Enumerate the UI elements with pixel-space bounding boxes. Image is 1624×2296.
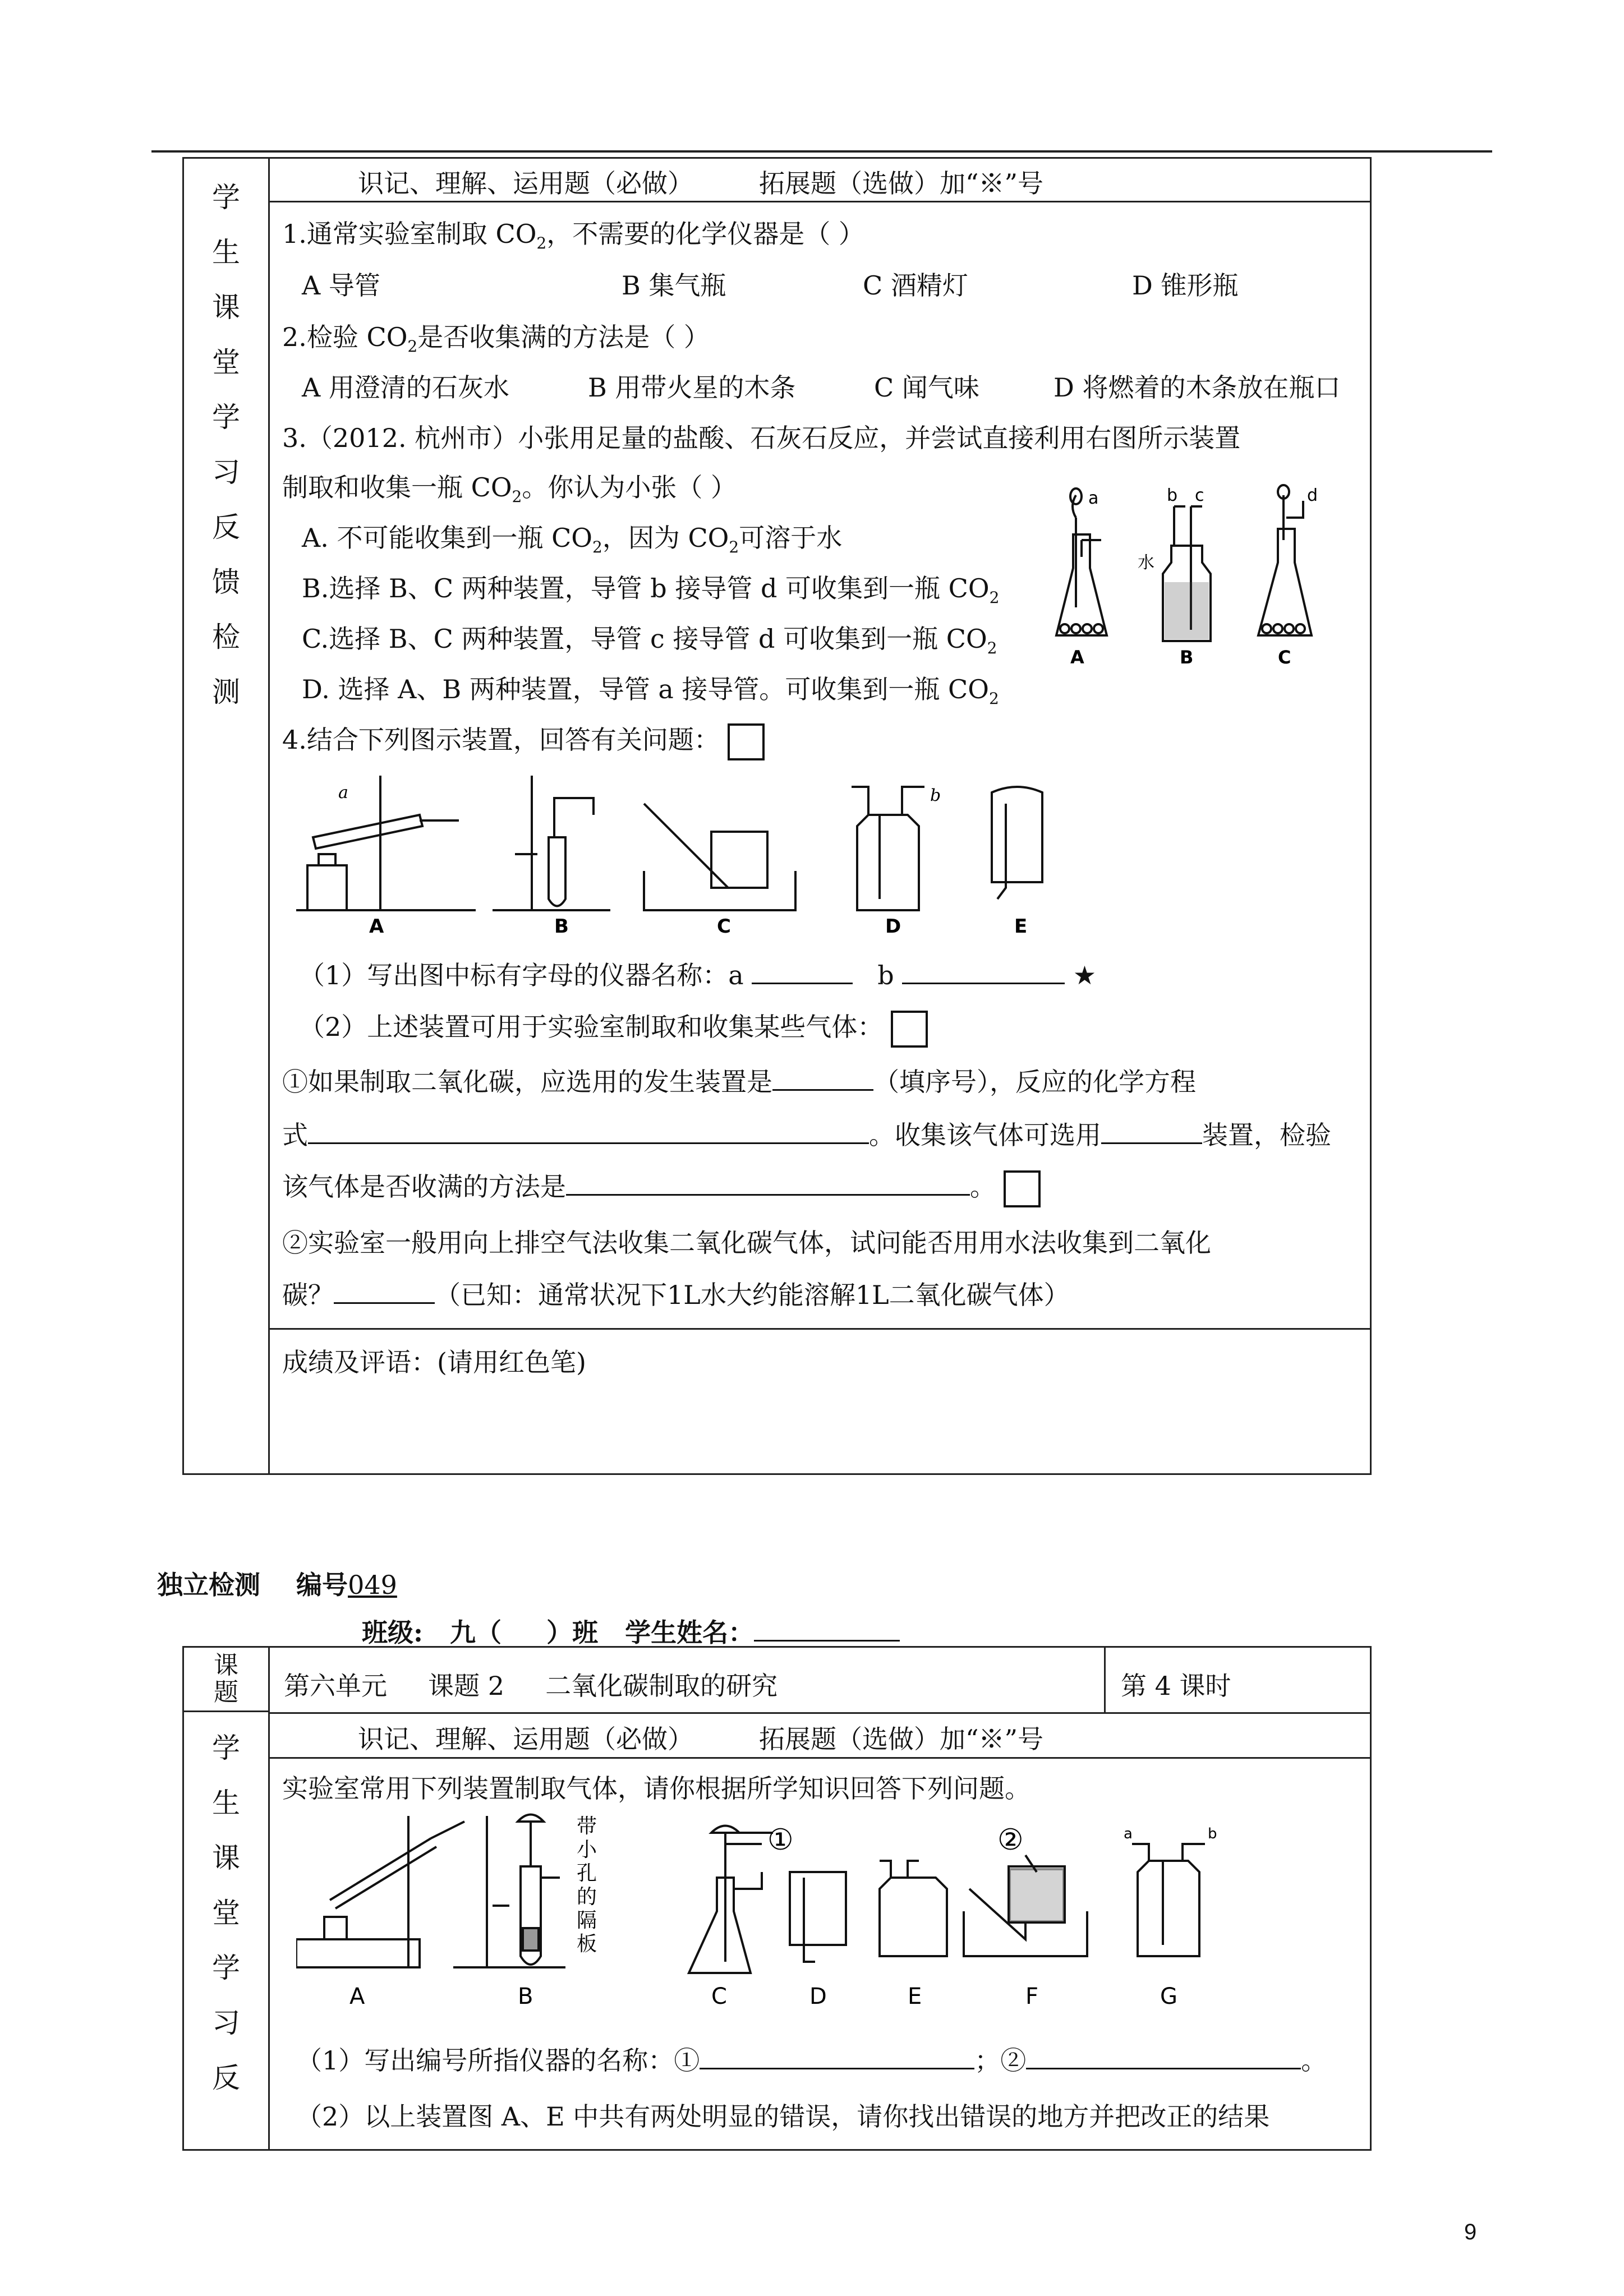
answer-blank[interactable] [902, 960, 1065, 984]
svg-text:B: B [1180, 647, 1194, 668]
side-char: 习 [212, 456, 240, 488]
answer-blank[interactable] [566, 1172, 970, 1196]
section-title: 独立检测 编号049 [157, 1570, 397, 1600]
answer-blank[interactable] [752, 960, 853, 984]
answer-box[interactable] [891, 1011, 928, 1048]
student-name-blank[interactable] [754, 1617, 900, 1642]
intro-text: 实验室常用下列装置制取气体，请你根据所学知识回答下列问题。 [282, 1773, 1030, 1804]
svg-text:a: a [1088, 488, 1099, 508]
answer-box[interactable] [1004, 1170, 1041, 1207]
q2-option: D 将燃着的木条放在瓶口 [1053, 372, 1341, 403]
question-2: 2.检验 $CO_2$是否收集满的方法是（ ） [282, 322, 710, 356]
star-icon: ★ [1073, 960, 1097, 990]
answer-blank[interactable] [308, 1120, 869, 1144]
side-label [184, 1721, 268, 2105]
answer-blank[interactable] [700, 2045, 974, 2069]
q4-line-5: 该气体是否收满的方法是 。 [282, 1167, 1041, 1207]
side-char: 馈 [212, 566, 240, 598]
feedback-table [182, 157, 1372, 1475]
side-char: 测 [212, 676, 240, 708]
side-char: 反 [212, 2062, 240, 2094]
side-label-column [184, 159, 270, 1473]
svg-text:隔: 隔 [577, 1909, 597, 1932]
lesson-period: 第 4 课时 [1121, 1671, 1231, 1701]
svg-text:C: C [711, 1984, 727, 2009]
svg-text:②: ② [997, 1823, 1024, 1857]
svg-text:板: 板 [577, 1933, 597, 1956]
table-header: 识记、理解、运用题（必做） 拓展题（选做）加“※”号 [358, 168, 1044, 199]
apparatus-figure [296, 1810, 1362, 2012]
q2-option: B 用带火星的木条 [588, 372, 796, 403]
svg-text:a: a [338, 783, 348, 803]
independent-test-table [182, 1646, 1372, 2151]
svg-text:A: A [369, 915, 384, 938]
svg-text:d: d [1307, 486, 1318, 505]
side-char: 堂 [212, 346, 240, 379]
page-number: 9 [1464, 2220, 1477, 2244]
side-char: 反 [212, 511, 240, 543]
svg-text:C: C [1278, 647, 1291, 668]
q3-apparatus-figure [1048, 484, 1362, 686]
answer-blank[interactable] [772, 1067, 873, 1091]
q1-option: A 导管 [302, 270, 380, 301]
q3-option-c: C.选择 B、C 两种装置，导管 c 接导管 d 可收集到一瓶 $CO_2$ [302, 624, 997, 658]
answer-box[interactable] [728, 723, 765, 760]
q4-apparatus-figure [296, 770, 1222, 938]
side-char: 习 [212, 2007, 240, 2039]
q4-line-6: ②实验室一般用向上排空气法收集二氧化碳气体，试问能否用用水法收集到二氧化 [282, 1228, 1211, 1258]
divider [268, 201, 1370, 202]
svg-text:D: D [885, 915, 901, 938]
q1-option: D 锥形瓶 [1132, 270, 1239, 301]
q3-option-b: B.选择 B、C 两种装置，导管 b 接导管 d 可收集到一瓶 $CO_2$ [302, 573, 1000, 607]
side-label [184, 170, 268, 720]
svg-text:水: 水 [1138, 553, 1154, 573]
side-char: 课 [212, 1842, 240, 1874]
svg-text:A: A [349, 1984, 365, 2009]
q1-option: C 酒精灯 [863, 270, 968, 301]
q4-line-4: 式 。收集该气体可选用 装置，检验 [282, 1120, 1331, 1150]
svg-text:a: a [1124, 1825, 1133, 1842]
q3-option-d: D. 选择 A、B 两种装置，导管 a 接导管。可收集到一瓶 $CO_2$ [302, 674, 999, 708]
svg-text:C: C [717, 915, 731, 938]
svg-text:①: ① [767, 1823, 794, 1857]
svg-text:A: A [1070, 647, 1084, 668]
question-3: 3.（2012. 杭州市）小张用足量的盐酸、石灰石反应，并尝试直接利用右图所示装置 [282, 423, 1241, 453]
side-char: 学 [212, 401, 240, 434]
divider [268, 1757, 1370, 1759]
divider [1104, 1648, 1106, 1712]
q3-option-a: A. 不可能收集到一瓶 $CO_2$，因为 $CO_2$可溶于水 [302, 523, 843, 557]
q2-option: A 用澄清的石灰水 [302, 372, 509, 403]
unit-topic: 第六单元 课题 2 二氧化碳制取的研究 [284, 1671, 778, 1701]
svg-text:G: G [1160, 1984, 1177, 2009]
question-1: 1.通常实验室制取 $CO_2$，不需要的化学仪器是（ ） [282, 219, 864, 253]
divider [268, 1328, 1370, 1330]
svg-text:孔: 孔 [577, 1862, 597, 1885]
side-char: 生 [212, 236, 240, 269]
class-student-line: 班级: 九（ ）班 学生姓名： [362, 1612, 900, 1649]
svg-text:的: 的 [577, 1885, 597, 1908]
svg-text:c: c [1195, 486, 1204, 505]
q4-line-7: 碳？ （已知：通常状况下1L水大约能溶解1L二氧化碳气体） [282, 1280, 1070, 1310]
svg-text:b: b [1208, 1825, 1217, 1842]
svg-text:带: 带 [577, 1815, 597, 1838]
svg-text:b: b [930, 786, 941, 805]
question-1: （1）写出编号所指仪器的名称：① ；② 。 [296, 2045, 1327, 2076]
q4-part-1: （1）写出图中标有字母的仪器名称：a b ★ [299, 960, 1097, 990]
side-label-column [184, 1648, 270, 2149]
question-4: 4.结合下列图示装置，回答有关问题： [282, 720, 765, 760]
q4-part-2: （2）上述装置可用于实验室制取和收集某些气体： [299, 1007, 928, 1048]
side-char: 生 [212, 1787, 240, 1819]
top-rule [151, 150, 1492, 153]
side-char: 课 [212, 291, 240, 324]
q4-line-3: ①如果制取二氧化碳，应选用的发生装置是 （填序号），反应的化学方程 [282, 1067, 1196, 1097]
table-header: 识记、理解、运用题（必做） 拓展题（选做）加“※”号 [358, 1724, 1044, 1754]
svg-text:E: E [1014, 915, 1028, 938]
side-char: 学 [212, 181, 240, 214]
svg-text:F: F [1025, 1984, 1039, 2009]
svg-text:E: E [908, 1984, 922, 2009]
topic-label: 课 题 [184, 1648, 268, 1712]
divider [268, 1712, 1370, 1714]
side-char: 检 [212, 621, 240, 653]
question-3-line2: 制取和收集一瓶 $CO_2$。你认为小张（ ） [282, 472, 737, 506]
svg-text:b: b [1167, 486, 1178, 505]
answer-blank[interactable] [334, 1280, 435, 1304]
test-number: 049 [348, 1570, 397, 1600]
answer-blank[interactable] [1026, 2045, 1301, 2069]
svg-text:D: D [809, 1984, 827, 2009]
grade-comment-label: 成绩及评语：(请用红色笔) [282, 1347, 586, 1377]
side-char: 学 [212, 1952, 240, 1984]
svg-text:小: 小 [577, 1838, 597, 1861]
q1-option: B 集气瓶 [622, 270, 726, 301]
svg-text:B: B [554, 915, 569, 938]
q2-option: C 闻气味 [874, 372, 979, 403]
answer-blank[interactable] [1101, 1120, 1202, 1144]
side-char: 学 [212, 1732, 240, 1764]
question-2: （2）以上装置图 A、E 中共有两处明显的错误，请你找出错误的地方并把改正的结果 [296, 2101, 1270, 2132]
side-char: 堂 [212, 1897, 240, 1929]
svg-text:B: B [518, 1984, 533, 2009]
